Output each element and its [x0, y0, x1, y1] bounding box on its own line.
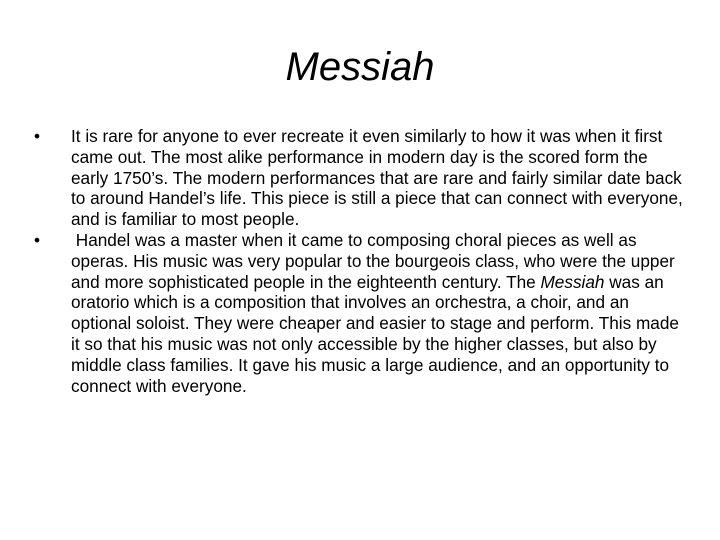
bullet-text-part-1: Handel was a master when it came to composing choral pieces as well as operas. His music was very popular to the bourgeois class, who were the upper and more sophisticated people in the eighteenth century. The [71, 229, 675, 292]
bullet-list [34, 126, 684, 396]
slide-title: Messiah [285, 45, 435, 89]
bullet-item-2 [34, 230, 684, 396]
bullet-text-part-2: was an oratorio which is a composition that involves an orchestra, a choir, and an optional soloist. They were cheaper and easier to stage and perform. This made it so that his music was not only accessible by the higher classes, but also by middle class families. It gave his music a large audience, and an opportunity to connect with everyone. [71, 271, 679, 396]
bullet-marker: • [34, 229, 41, 250]
bullet-text: It is rare for anyone to ever recreate it even similarly to how it was when it first came out. The most alike performance in modern day is the scored form the early 1750’s. The modern performances that are rare and fairly similar date back to around Handel’s life. This piece is still a piece that can connect with everyone, and is familiar to most people. [71, 126, 683, 230]
bullet-item-1 [34, 126, 684, 230]
bullet-marker: • [34, 126, 41, 146]
bullet-emphasis: Messiah [540, 271, 605, 292]
